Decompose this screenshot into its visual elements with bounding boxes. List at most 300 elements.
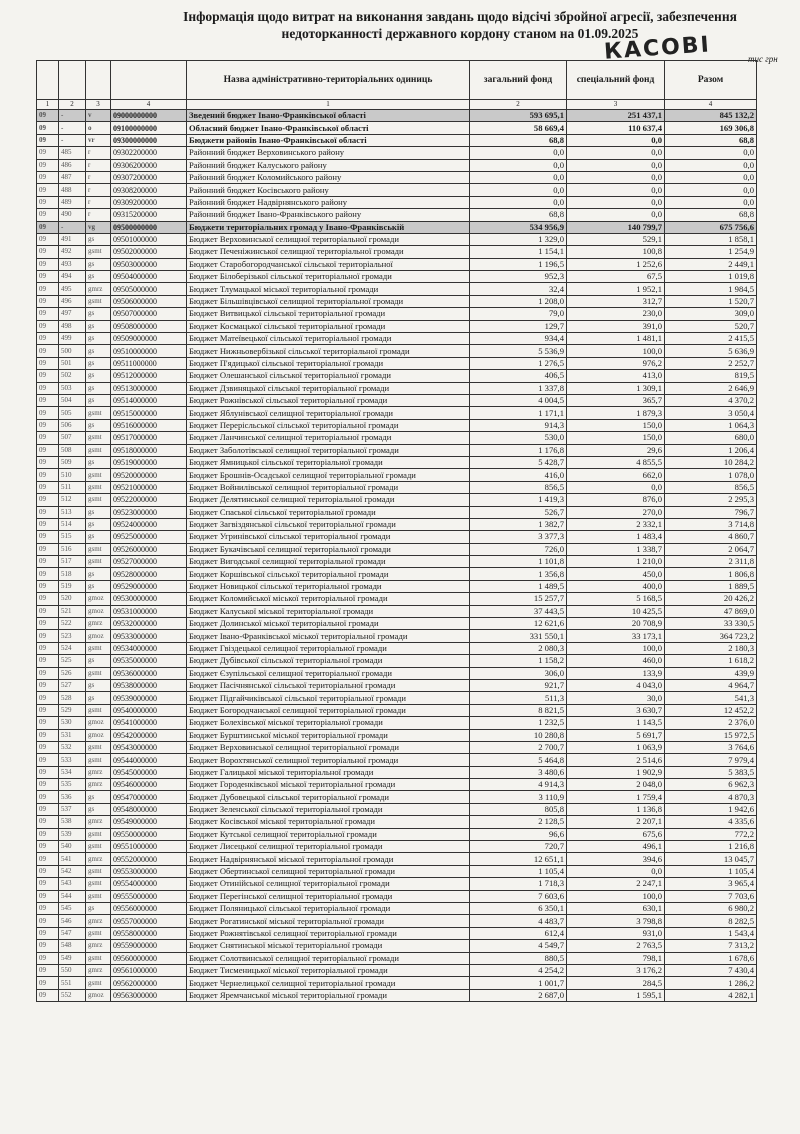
row-number: -: [59, 122, 86, 134]
row-type: r: [86, 184, 111, 196]
row-budget-code: 09512000000: [111, 370, 187, 382]
row-general-fund: 4 549,7: [470, 940, 567, 952]
row-special-fund: 976,2: [567, 357, 665, 369]
row-total: 47 869,0: [665, 605, 757, 617]
row-general-fund: 58 669,4: [470, 122, 567, 134]
row-number: 523: [59, 630, 86, 642]
row-budget-code: 09502000000: [111, 246, 187, 258]
row-type: gs: [86, 903, 111, 915]
row-number: 544: [59, 890, 86, 902]
table-row: [37, 655, 757, 667]
row-general-fund: 4 483,7: [470, 915, 567, 927]
row-general-fund: 856,5: [470, 481, 567, 493]
row-number: -: [59, 134, 86, 146]
row-type: gsmt: [86, 741, 111, 753]
row-special-fund: 100,0: [567, 642, 665, 654]
row-general-fund: 0,0: [470, 196, 567, 208]
row-general-fund: 1 196,5: [470, 258, 567, 270]
header-general-fund: загальний фонд: [470, 61, 567, 100]
row-region-code: 09: [37, 419, 59, 431]
row-name: Районний бюджет Калуського району: [187, 159, 470, 171]
row-number: 548: [59, 940, 86, 952]
row-name: Бюджети територіальних громад у Івано-Франківській: [187, 221, 470, 233]
row-special-fund: 460,0: [567, 655, 665, 667]
row-general-fund: 2 687,0: [470, 989, 567, 1001]
units-label: тис грн: [748, 54, 778, 64]
row-budget-code: 09509000000: [111, 333, 187, 345]
row-region-code: 09: [37, 134, 59, 146]
row-name: Бюджет Войнилівської селищної територіальної громади: [187, 481, 470, 493]
row-type: gsmt: [86, 841, 111, 853]
row-number: 512: [59, 494, 86, 506]
table-row: [37, 394, 757, 406]
row-special-fund: 0,0: [567, 147, 665, 159]
table-row: [37, 828, 757, 840]
row-type: gsmt: [86, 878, 111, 890]
row-total: 2 646,9: [665, 382, 757, 394]
row-special-fund: 100,0: [567, 890, 665, 902]
row-type: gsmt: [86, 927, 111, 939]
row-name: Бюджет Яблунівської селищної територіальної громади: [187, 407, 470, 419]
row-budget-code: 09556000000: [111, 903, 187, 915]
row-budget-code: 09522000000: [111, 494, 187, 506]
row-general-fund: 1 208,0: [470, 295, 567, 307]
table-row: [37, 729, 757, 741]
row-type: o: [86, 122, 111, 134]
row-number: 511: [59, 481, 86, 493]
row-budget-code: 09528000000: [111, 568, 187, 580]
row-general-fund: 526,7: [470, 506, 567, 518]
row-type: gsmt: [86, 469, 111, 481]
row-region-code: 09: [37, 518, 59, 530]
row-region-code: 09: [37, 122, 59, 134]
row-total: 309,0: [665, 308, 757, 320]
row-region-code: 09: [37, 717, 59, 729]
row-number: 520: [59, 593, 86, 605]
row-budget-code: 09532000000: [111, 618, 187, 630]
row-total: 0,0: [665, 184, 757, 196]
row-total: 13 045,7: [665, 853, 757, 865]
row-general-fund: 2 700,7: [470, 741, 567, 753]
row-type: r: [86, 147, 111, 159]
row-region-code: 09: [37, 655, 59, 667]
row-type: gsmt: [86, 494, 111, 506]
table-row: [37, 531, 757, 543]
row-region-code: 09: [37, 382, 59, 394]
row-total: 1 105,4: [665, 865, 757, 877]
row-region-code: 09: [37, 816, 59, 828]
row-general-fund: 1 356,8: [470, 568, 567, 580]
row-region-code: 09: [37, 233, 59, 245]
row-number: 507: [59, 432, 86, 444]
row-general-fund: 5 428,7: [470, 456, 567, 468]
table-row: [37, 295, 757, 307]
row-special-fund: 5 691,7: [567, 729, 665, 741]
table-row: [37, 989, 757, 1001]
row-region-code: 09: [37, 556, 59, 568]
table-row: [37, 605, 757, 617]
row-type: gsmt: [86, 865, 111, 877]
table-row: [37, 841, 757, 853]
row-region-code: 09: [37, 196, 59, 208]
row-general-fund: 129,7: [470, 320, 567, 332]
row-region-code: 09: [37, 903, 59, 915]
row-budget-code: 09533000000: [111, 630, 187, 642]
row-region-code: 09: [37, 779, 59, 791]
row-name: Бюджет Перерісльської сільської територіальної громади: [187, 419, 470, 431]
table-row: [37, 432, 757, 444]
row-budget-code: 09527000000: [111, 556, 187, 568]
row-region-code: 09: [37, 246, 59, 258]
row-special-fund: 630,1: [567, 903, 665, 915]
row-special-fund: 0,0: [567, 196, 665, 208]
row-special-fund: 30,0: [567, 692, 665, 704]
row-number: 549: [59, 952, 86, 964]
row-special-fund: 2 332,1: [567, 518, 665, 530]
row-general-fund: 530,0: [470, 432, 567, 444]
row-type: gs: [86, 333, 111, 345]
row-type: gmrz: [86, 816, 111, 828]
row-budget-code: 09551000000: [111, 841, 187, 853]
row-type: gs: [86, 345, 111, 357]
header-total: Разом: [665, 61, 757, 100]
row-general-fund: 2 128,5: [470, 816, 567, 828]
table-row: [37, 853, 757, 865]
row-budget-code: 09529000000: [111, 580, 187, 592]
row-name: Бюджет Ворохтянської селищної територіальної громади: [187, 754, 470, 766]
row-total: 68,8: [665, 209, 757, 221]
row-total: 12 452,2: [665, 704, 757, 716]
row-total: 1 942,6: [665, 803, 757, 815]
row-budget-code: 09530000000: [111, 593, 187, 605]
table-row: [37, 134, 757, 146]
row-budget-code: 09526000000: [111, 543, 187, 555]
row-total: 772,2: [665, 828, 757, 840]
row-region-code: 09: [37, 283, 59, 295]
row-budget-code: 09547000000: [111, 791, 187, 803]
row-budget-code: 09561000000: [111, 964, 187, 976]
row-region-code: 09: [37, 605, 59, 617]
row-general-fund: 15 257,7: [470, 593, 567, 605]
row-region-code: 09: [37, 506, 59, 518]
row-region-code: 09: [37, 394, 59, 406]
row-region-code: 09: [37, 444, 59, 456]
table-row: [37, 803, 757, 815]
index-cell: 3: [86, 100, 111, 110]
row-number: 539: [59, 828, 86, 840]
row-name: Бюджет Лисецької селищної територіальної громади: [187, 841, 470, 853]
row-special-fund: 391,0: [567, 320, 665, 332]
row-total: 68,8: [665, 134, 757, 146]
row-type: gmrz: [86, 915, 111, 927]
row-general-fund: 1 718,3: [470, 878, 567, 890]
row-special-fund: 150,0: [567, 419, 665, 431]
row-type: gs: [86, 320, 111, 332]
row-region-code: 09: [37, 865, 59, 877]
row-total: 1 889,5: [665, 580, 757, 592]
header-row: [37, 61, 757, 100]
row-special-fund: 0,0: [567, 209, 665, 221]
row-budget-code: 09545000000: [111, 766, 187, 778]
row-name: Бюджет Болехівської міської територіальної громади: [187, 717, 470, 729]
row-name: Бюджет Пасічнянської сільської територіальної громади: [187, 679, 470, 691]
row-total: 541,3: [665, 692, 757, 704]
row-type: gs: [86, 655, 111, 667]
table-row: [37, 481, 757, 493]
row-number: 499: [59, 333, 86, 345]
row-budget-code: 09507000000: [111, 308, 187, 320]
row-budget-code: 09541000000: [111, 717, 187, 729]
row-region-code: 09: [37, 295, 59, 307]
row-name: Районний бюджет Верховинського району: [187, 147, 470, 159]
row-total: 1 206,4: [665, 444, 757, 456]
row-region-code: 09: [37, 692, 59, 704]
row-region-code: 09: [37, 791, 59, 803]
row-type: gmrz: [86, 964, 111, 976]
row-name: Бюджет Надвірнянської міської територіальної громади: [187, 853, 470, 865]
row-type: gs: [86, 518, 111, 530]
row-type: gs: [86, 506, 111, 518]
row-general-fund: 726,0: [470, 543, 567, 555]
row-name: Бюджет Коломийської міської територіальної громади: [187, 593, 470, 605]
row-region-code: 09: [37, 989, 59, 1001]
table-row: [37, 679, 757, 691]
row-general-fund: 0,0: [470, 147, 567, 159]
table-row: [37, 159, 757, 171]
row-number: 498: [59, 320, 86, 332]
row-number: 518: [59, 568, 86, 580]
row-budget-code: 09510000000: [111, 345, 187, 357]
row-special-fund: 365,7: [567, 394, 665, 406]
row-number: 508: [59, 444, 86, 456]
row-region-code: 09: [37, 977, 59, 989]
row-total: 3 050,4: [665, 407, 757, 419]
row-type: gsmt: [86, 295, 111, 307]
row-total: 5 636,9: [665, 345, 757, 357]
table-row: [37, 741, 757, 753]
row-budget-code: 09546000000: [111, 779, 187, 791]
row-name: Бюджет Олешанської сільської територіальної громади: [187, 370, 470, 382]
row-total: 5 383,5: [665, 766, 757, 778]
row-number: 510: [59, 469, 86, 481]
row-total: 7 430,4: [665, 964, 757, 976]
row-special-fund: 0,0: [567, 184, 665, 196]
row-budget-code: 09563000000: [111, 989, 187, 1001]
table-row: [37, 283, 757, 295]
row-budget-code: 09501000000: [111, 233, 187, 245]
row-number: 543: [59, 878, 86, 890]
table-row: [37, 419, 757, 431]
row-total: 20 426,2: [665, 593, 757, 605]
table-body: [37, 110, 757, 1002]
row-type: gsmt: [86, 481, 111, 493]
row-general-fund: 1 101,8: [470, 556, 567, 568]
row-budget-code: 09306200000: [111, 159, 187, 171]
row-special-fund: 1 252,6: [567, 258, 665, 270]
row-name: Бюджет Тисменицької міської територіальної громади: [187, 964, 470, 976]
row-type: gs: [86, 692, 111, 704]
row-region-code: 09: [37, 568, 59, 580]
row-region-code: 09: [37, 320, 59, 332]
row-type: gs: [86, 456, 111, 468]
row-type: gs: [86, 308, 111, 320]
table-row: [37, 444, 757, 456]
row-special-fund: 133,9: [567, 667, 665, 679]
row-region-code: 09: [37, 618, 59, 630]
row-total: 33 330,5: [665, 618, 757, 630]
row-budget-code: 09542000000: [111, 729, 187, 741]
row-number: 538: [59, 816, 86, 828]
row-total: 2 252,7: [665, 357, 757, 369]
row-total: 4 870,3: [665, 791, 757, 803]
table-row: [37, 110, 757, 122]
row-general-fund: 3 377,3: [470, 531, 567, 543]
table-row: [37, 382, 757, 394]
row-special-fund: 29,6: [567, 444, 665, 456]
row-total: 6 962,3: [665, 779, 757, 791]
row-budget-code: 09513000000: [111, 382, 187, 394]
row-region-code: 09: [37, 828, 59, 840]
row-region-code: 09: [37, 407, 59, 419]
row-budget-code: 09548000000: [111, 803, 187, 815]
table-row: [37, 927, 757, 939]
row-number: 487: [59, 171, 86, 183]
row-region-code: 09: [37, 580, 59, 592]
row-general-fund: 534 956,9: [470, 221, 567, 233]
row-budget-code: 09000000000: [111, 110, 187, 122]
row-general-fund: 0,0: [470, 159, 567, 171]
row-number: 534: [59, 766, 86, 778]
row-special-fund: 100,0: [567, 345, 665, 357]
row-total: 1 543,4: [665, 927, 757, 939]
row-type: gs: [86, 357, 111, 369]
table-row: [37, 890, 757, 902]
row-special-fund: 876,0: [567, 494, 665, 506]
row-name: Бюджет Яремчанської міської територіальної громади: [187, 989, 470, 1001]
table-row: [37, 407, 757, 419]
row-name: Бюджет Тлумацької міської територіальної громади: [187, 283, 470, 295]
row-type: gs: [86, 679, 111, 691]
table-row: [37, 556, 757, 568]
row-number: -: [59, 110, 86, 122]
row-type: gs: [86, 382, 111, 394]
row-budget-code: 09506000000: [111, 295, 187, 307]
row-region-code: 09: [37, 667, 59, 679]
table-row: [37, 518, 757, 530]
table-row: [37, 865, 757, 877]
row-number: 531: [59, 729, 86, 741]
table-row: [37, 184, 757, 196]
header-blank-1: [37, 61, 59, 100]
table-row: [37, 568, 757, 580]
table-row: [37, 642, 757, 654]
table-row: [37, 940, 757, 952]
budget-table: [36, 60, 757, 1002]
row-special-fund: 3 798,8: [567, 915, 665, 927]
row-budget-code: 09549000000: [111, 816, 187, 828]
row-total: 856,5: [665, 481, 757, 493]
row-number: 536: [59, 791, 86, 803]
table-row: [37, 580, 757, 592]
row-general-fund: 1 158,2: [470, 655, 567, 667]
row-name: Бюджет Спаської сільської територіальної громади: [187, 506, 470, 518]
row-number: 528: [59, 692, 86, 704]
row-region-code: 09: [37, 308, 59, 320]
row-budget-code: 09560000000: [111, 952, 187, 964]
row-region-code: 09: [37, 171, 59, 183]
row-general-fund: 593 695,1: [470, 110, 567, 122]
table-row: [37, 977, 757, 989]
row-number: 541: [59, 853, 86, 865]
row-type: gs: [86, 394, 111, 406]
row-general-fund: 331 550,1: [470, 630, 567, 642]
row-number: 533: [59, 754, 86, 766]
row-budget-code: 09508000000: [111, 320, 187, 332]
row-total: 3 714,8: [665, 518, 757, 530]
row-general-fund: 10 280,8: [470, 729, 567, 741]
row-type: gsmt: [86, 977, 111, 989]
row-type: gsmt: [86, 432, 111, 444]
table-row: [37, 122, 757, 134]
row-type: gsmt: [86, 407, 111, 419]
row-budget-code: 09544000000: [111, 754, 187, 766]
row-type: gsmt: [86, 704, 111, 716]
index-cell: 3: [567, 100, 665, 110]
row-name: Бюджет Калуської міської територіальної громади: [187, 605, 470, 617]
row-number: 532: [59, 741, 86, 753]
row-number: 550: [59, 964, 86, 976]
row-name: Бюджет Нижньовербізької сільської територіальної громади: [187, 345, 470, 357]
index-cell: 1: [187, 100, 470, 110]
row-general-fund: 5 464,8: [470, 754, 567, 766]
row-type: gs: [86, 233, 111, 245]
row-special-fund: 1 879,3: [567, 407, 665, 419]
row-special-fund: 270,0: [567, 506, 665, 518]
row-total: 1 064,3: [665, 419, 757, 431]
table-row: [37, 506, 757, 518]
row-special-fund: 798,1: [567, 952, 665, 964]
row-type: gmoz: [86, 605, 111, 617]
row-number: 505: [59, 407, 86, 419]
row-budget-code: 09536000000: [111, 667, 187, 679]
row-number: 506: [59, 419, 86, 431]
row-total: 680,0: [665, 432, 757, 444]
row-total: 4 335,6: [665, 816, 757, 828]
row-general-fund: 12 651,1: [470, 853, 567, 865]
row-name: Бюджет Космацької сільської територіальної громади: [187, 320, 470, 332]
row-general-fund: 406,5: [470, 370, 567, 382]
row-total: 1 254,9: [665, 246, 757, 258]
row-type: gs: [86, 271, 111, 283]
row-special-fund: 230,0: [567, 308, 665, 320]
row-total: 0,0: [665, 147, 757, 159]
row-total: 15 972,5: [665, 729, 757, 741]
row-number: 524: [59, 642, 86, 654]
row-general-fund: 1 382,7: [470, 518, 567, 530]
row-budget-code: 09531000000: [111, 605, 187, 617]
row-number: 515: [59, 531, 86, 543]
row-name: Бюджет Снятинської міської територіальної громади: [187, 940, 470, 952]
row-name: Бюджет Загвіздянської сільської територіальної громади: [187, 518, 470, 530]
row-type: gmoz: [86, 630, 111, 642]
row-budget-code: 09302200000: [111, 147, 187, 159]
table-row: [37, 357, 757, 369]
table-row: [37, 246, 757, 258]
table-row: [37, 345, 757, 357]
row-total: 796,7: [665, 506, 757, 518]
row-name: Бюджет Гвіздецької селищної територіальної громади: [187, 642, 470, 654]
row-special-fund: 2 763,5: [567, 940, 665, 952]
